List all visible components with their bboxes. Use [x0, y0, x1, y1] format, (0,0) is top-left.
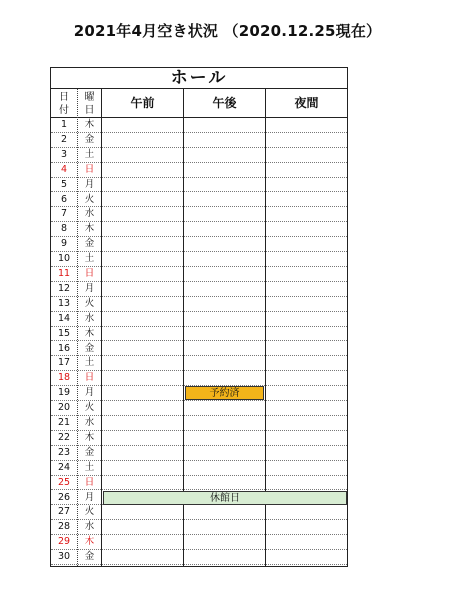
day-number: 11 — [57, 268, 71, 279]
weekday-label: 木 — [84, 536, 95, 548]
weekday-label: 水 — [84, 417, 95, 428]
day-number: 3 — [60, 148, 68, 160]
weekday-label: 金 — [84, 551, 95, 563]
afternoon-header: 午後 — [184, 89, 265, 118]
day-number: 21 — [57, 417, 71, 428]
weekday-label: 土 — [84, 461, 95, 473]
day-number: 15 — [57, 327, 71, 339]
morning-header: 午前 — [102, 89, 183, 118]
weekday-label: 火 — [84, 297, 95, 309]
weekday-label: 水 — [84, 208, 95, 220]
table-row — [51, 550, 347, 565]
day-number: 7 — [60, 208, 68, 220]
day-number: 1 — [60, 119, 68, 130]
weekday-label: 月 — [84, 178, 95, 190]
table-row — [51, 148, 347, 163]
day-number: 18 — [57, 372, 71, 384]
day-number: 2 — [60, 133, 68, 145]
day-number: 6 — [60, 193, 68, 205]
day-number: 8 — [60, 223, 68, 235]
table-row — [51, 252, 347, 267]
day-number: 14 — [57, 312, 71, 324]
day-number: 5 — [60, 178, 68, 190]
day-number: 28 — [57, 521, 71, 533]
weekday-label: 水 — [84, 312, 95, 324]
day-number: 24 — [57, 461, 71, 473]
closed-day-banner: 休館日 — [103, 491, 347, 505]
table-row — [51, 282, 347, 297]
table-row — [51, 312, 347, 327]
section-title: ホール — [51, 68, 347, 89]
weekday-label: 土 — [84, 253, 95, 265]
day-number: 19 — [57, 387, 71, 399]
weekday-label: 木 — [84, 223, 95, 235]
weekday-label: 金 — [84, 446, 95, 458]
day-number: 26 — [57, 491, 71, 503]
day-number: 23 — [57, 446, 71, 458]
table-row — [51, 118, 347, 133]
table-row — [51, 535, 347, 550]
day-number: 16 — [57, 342, 71, 354]
page-title: 2021年4月空き状況 （2020.12.25現在） — [73, 22, 382, 40]
table-row — [51, 505, 347, 520]
weekday-label: 金 — [84, 133, 95, 145]
table-row — [51, 237, 347, 252]
header-char: 日 — [59, 92, 69, 103]
day-number: 27 — [57, 506, 71, 518]
weekday-label: 火 — [84, 506, 95, 518]
table-row — [51, 356, 347, 371]
weekday-label: 日 — [84, 372, 95, 384]
table-row — [51, 446, 347, 461]
weekday-label: 木 — [84, 119, 95, 130]
availability-table — [50, 67, 348, 567]
header-char: 付 — [59, 105, 69, 116]
table-row — [51, 267, 347, 282]
header-char: 曜 — [84, 92, 95, 103]
table-row — [51, 461, 347, 476]
day-number: 22 — [57, 431, 71, 443]
day-number: 29 — [57, 536, 71, 548]
weekday-label: 火 — [84, 193, 95, 205]
weekday-label: 金 — [84, 342, 95, 354]
table-row — [51, 178, 347, 193]
day-number: 17 — [57, 357, 71, 369]
day-number: 25 — [57, 476, 71, 488]
weekday-label: 月 — [84, 491, 95, 503]
weekday-label: 火 — [84, 402, 95, 414]
weekday-label: 水 — [84, 521, 95, 533]
table-row — [51, 431, 347, 446]
table-row — [51, 222, 347, 237]
day-number: 13 — [57, 297, 71, 309]
table-row — [51, 520, 347, 535]
day-number: 12 — [57, 282, 71, 294]
table-row — [51, 193, 347, 208]
weekday-label: 土 — [84, 148, 95, 160]
weekday-header-text — [78, 91, 101, 117]
table-row — [51, 371, 347, 386]
table-row — [51, 133, 347, 148]
weekday-label: 月 — [84, 387, 95, 399]
weekday-label: 日 — [84, 163, 95, 175]
day-number: 9 — [60, 238, 68, 250]
table-row — [51, 342, 347, 357]
day-number: 4 — [60, 163, 68, 175]
table-row — [51, 416, 347, 431]
header-char: 日 — [84, 105, 95, 116]
day-number: 30 — [57, 551, 71, 563]
table-row — [51, 163, 347, 178]
weekday-header — [78, 89, 101, 118]
day-number: 20 — [57, 402, 71, 414]
weekday-label: 日 — [84, 268, 95, 279]
weekday-label: 月 — [84, 282, 95, 294]
table-row — [51, 327, 347, 342]
weekday-label: 木 — [84, 327, 95, 339]
table-row — [51, 401, 347, 416]
weekday-label: 土 — [84, 357, 95, 369]
table-row — [51, 297, 347, 312]
weekday-label: 木 — [84, 431, 95, 443]
table-row — [51, 207, 347, 222]
night-header: 夜間 — [266, 89, 347, 118]
table-row — [51, 476, 347, 491]
weekday-label: 金 — [84, 238, 95, 250]
day-header-text — [51, 91, 77, 117]
day-number: 10 — [57, 253, 71, 265]
day-header — [51, 89, 77, 118]
booked-badge: 予約済 — [185, 386, 264, 400]
weekday-label: 日 — [84, 476, 95, 488]
